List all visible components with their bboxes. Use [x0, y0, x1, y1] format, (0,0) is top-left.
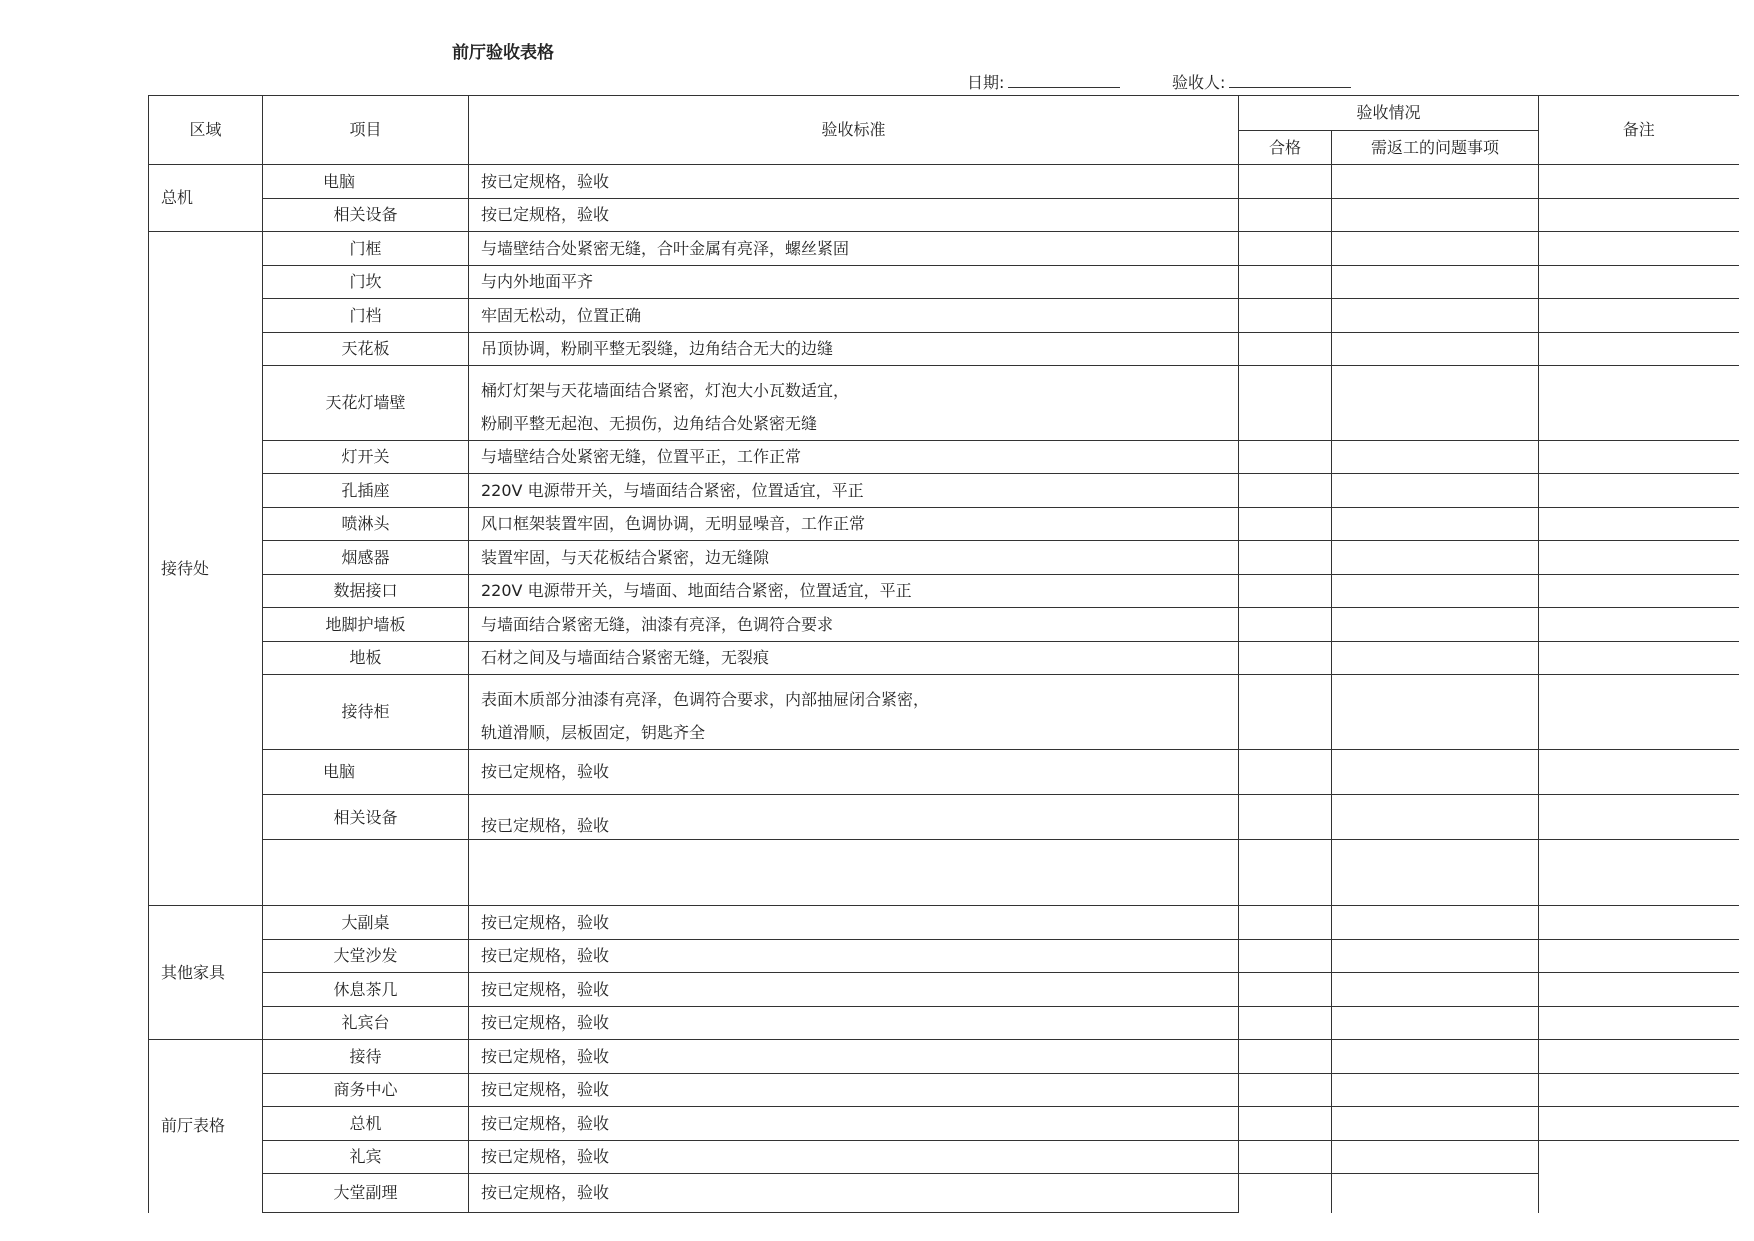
- remark-cell[interactable]: [1539, 1074, 1739, 1107]
- item-cell: 电脑: [263, 165, 469, 199]
- item-cell: 接待: [263, 1040, 469, 1074]
- table-row: [149, 1174, 1739, 1213]
- remark-cell[interactable]: [1539, 333, 1739, 366]
- item-cell: 大堂沙发: [263, 940, 469, 973]
- remark-cell[interactable]: [1539, 474, 1739, 508]
- standard-cell: 与墙壁结合处紧密无缝，合叶金属有亮泽，螺丝紧固: [469, 232, 1239, 266]
- remark-cell[interactable]: [1539, 165, 1739, 199]
- rework-cell[interactable]: [1332, 940, 1539, 973]
- item-cell: 总机: [263, 1107, 469, 1141]
- table-row: [149, 474, 1739, 508]
- item-cell: 商务中心: [263, 1074, 469, 1107]
- remark-cell[interactable]: [1539, 508, 1739, 541]
- rework-cell[interactable]: [1332, 541, 1539, 575]
- table-row: [149, 508, 1739, 541]
- remark-cell[interactable]: [1539, 1141, 1739, 1213]
- pass-cell[interactable]: [1239, 474, 1332, 508]
- rework-cell[interactable]: [1332, 642, 1539, 675]
- standard-cell: 与内外地面平齐: [469, 266, 1239, 299]
- remark-cell[interactable]: [1539, 232, 1739, 266]
- header-item: 项目: [263, 96, 469, 165]
- item-cell: 地板: [263, 642, 469, 675]
- pass-cell[interactable]: [1239, 266, 1332, 299]
- rework-cell[interactable]: [1332, 1074, 1539, 1107]
- acceptance-table: [148, 95, 1739, 1213]
- rework-cell[interactable]: [1332, 973, 1539, 1007]
- remark-cell[interactable]: [1539, 608, 1739, 642]
- item-cell: 休息茶几: [263, 973, 469, 1007]
- date-label: 日期:: [967, 73, 1005, 92]
- item-cell: 地脚护墙板: [263, 608, 469, 642]
- pass-cell[interactable]: [1239, 299, 1332, 333]
- standard-cell: 按已定规格，验收: [469, 1174, 1239, 1213]
- standard-cell: 按已定规格，验收: [469, 165, 1239, 199]
- rework-cell[interactable]: [1332, 795, 1539, 840]
- table-row: [149, 299, 1739, 333]
- item-cell: 数据接口: [263, 575, 469, 608]
- pass-cell[interactable]: [1239, 642, 1332, 675]
- standard-cell: 按已定规格，验收: [469, 1107, 1239, 1141]
- area-cell: 其他家具: [149, 906, 263, 1040]
- header-pass: 合格: [1239, 131, 1332, 165]
- rework-cell[interactable]: [1332, 608, 1539, 642]
- remark-cell[interactable]: [1539, 1007, 1739, 1040]
- pass-cell[interactable]: [1239, 441, 1332, 474]
- remark-cell[interactable]: [1539, 575, 1739, 608]
- pass-cell[interactable]: [1239, 165, 1332, 199]
- item-cell: 大副桌: [263, 906, 469, 940]
- standard-cell: 按已定规格，验收: [469, 973, 1239, 1007]
- pass-cell[interactable]: [1239, 366, 1332, 441]
- standard-cell: [469, 840, 1239, 906]
- standard-line-1: 桶灯灯架与天花墙面结合紧密，灯泡大小瓦数适宜，: [481, 381, 850, 400]
- rework-cell[interactable]: [1332, 575, 1539, 608]
- remark-cell[interactable]: [1539, 940, 1739, 973]
- table-row: [149, 642, 1739, 675]
- area-cell: 接待处: [149, 232, 263, 906]
- rework-cell[interactable]: [1332, 366, 1539, 441]
- standard-cell: 装置牢固，与天花板结合紧密，边无缝隙: [469, 541, 1239, 575]
- table-row: [149, 1007, 1739, 1040]
- remark-cell[interactable]: [1539, 266, 1739, 299]
- pass-cell[interactable]: [1239, 1141, 1332, 1174]
- remark-cell[interactable]: [1539, 642, 1739, 675]
- inspector-label: 验收人:: [1172, 73, 1226, 92]
- document-title: 前厅验收表格: [452, 43, 554, 63]
- remark-cell[interactable]: [1539, 675, 1739, 750]
- rework-cell[interactable]: [1332, 906, 1539, 940]
- rework-cell[interactable]: [1332, 441, 1539, 474]
- table-row: [149, 973, 1739, 1007]
- pass-cell[interactable]: [1239, 333, 1332, 366]
- rework-cell[interactable]: [1332, 333, 1539, 366]
- pass-cell[interactable]: [1239, 973, 1332, 1007]
- pass-cell[interactable]: [1239, 906, 1332, 940]
- rework-cell[interactable]: [1332, 266, 1539, 299]
- table-row: [149, 1040, 1739, 1074]
- pass-cell[interactable]: [1239, 750, 1332, 795]
- standard-cell: 吊顶协调，粉刷平整无裂缝，边角结合无大的边缝: [469, 333, 1239, 366]
- pass-cell[interactable]: [1239, 675, 1332, 750]
- pass-cell[interactable]: [1239, 1040, 1332, 1074]
- table-row: [149, 165, 1739, 199]
- pass-cell[interactable]: [1239, 541, 1332, 575]
- remark-cell[interactable]: [1539, 973, 1739, 1007]
- item-cell: 烟感器: [263, 541, 469, 575]
- rework-cell[interactable]: [1332, 840, 1539, 906]
- standard-cell: 按已定规格，验收: [469, 795, 1239, 840]
- area-cell: 前厅表格: [149, 1040, 263, 1213]
- rework-cell[interactable]: [1332, 299, 1539, 333]
- remark-cell[interactable]: [1539, 795, 1739, 840]
- pass-cell[interactable]: [1239, 608, 1332, 642]
- header-standard: 验收标准: [469, 96, 1239, 165]
- standard-cell: 按已定规格，验收: [469, 1007, 1239, 1040]
- pass-cell[interactable]: [1239, 575, 1332, 608]
- pass-cell[interactable]: [1239, 232, 1332, 266]
- table-row: [149, 906, 1739, 940]
- standard-cell: 220V 电源带开关，与墙面结合紧密，位置适宜，平正: [469, 474, 1239, 508]
- standard-cell: 按已定规格，验收: [469, 750, 1239, 795]
- rework-cell[interactable]: [1332, 165, 1539, 199]
- rework-cell[interactable]: [1332, 750, 1539, 795]
- standard-cell: 牢固无松动，位置正确: [469, 299, 1239, 333]
- item-cell: 天花板: [263, 333, 469, 366]
- item-cell: 孔插座: [263, 474, 469, 508]
- area-cell: 总机: [149, 165, 263, 232]
- standard-cell: 按已定规格，验收: [469, 940, 1239, 973]
- rework-cell[interactable]: [1332, 232, 1539, 266]
- pass-cell[interactable]: [1239, 1107, 1332, 1141]
- standard-line-2: 轨道滑顺，层板固定，钥匙齐全: [481, 723, 706, 742]
- table-row: [149, 795, 1739, 840]
- table-row: [149, 541, 1739, 575]
- rework-cell[interactable]: [1332, 1174, 1539, 1213]
- table-row: [149, 750, 1739, 795]
- table-row: [149, 840, 1739, 906]
- standard-cell: 风口框架装置牢固，色调协调，无明显噪音，工作正常: [469, 508, 1239, 541]
- table-row: [149, 333, 1739, 366]
- table-row: [149, 575, 1739, 608]
- table-row: [149, 441, 1739, 474]
- remark-cell[interactable]: [1539, 906, 1739, 940]
- table-row: [149, 1141, 1739, 1174]
- standard-cell: 按已定规格，验收: [469, 1040, 1239, 1074]
- rework-cell[interactable]: [1332, 1141, 1539, 1174]
- header-remark: 备注: [1539, 96, 1739, 165]
- item-cell: 灯开关: [263, 441, 469, 474]
- item-cell: 喷淋头: [263, 508, 469, 541]
- pass-cell[interactable]: [1239, 1174, 1332, 1213]
- standard-cell: [469, 675, 1239, 750]
- table-header-row: [149, 96, 1739, 131]
- table-row: [149, 608, 1739, 642]
- header-status: 验收情况: [1239, 96, 1539, 131]
- header-area: 区域: [149, 96, 263, 165]
- rework-cell[interactable]: [1332, 1040, 1539, 1074]
- header-rework: 需返工的问题事项: [1332, 131, 1539, 165]
- standard-line-2: 粉刷平整无起泡、无损伤，边角结合处紧密无缝: [481, 414, 818, 433]
- standard-cell: 按已定规格，验收: [469, 199, 1239, 232]
- table-row: [149, 266, 1739, 299]
- standard-cell: 按已定规格，验收: [469, 906, 1239, 940]
- remark-cell[interactable]: [1539, 541, 1739, 575]
- standard-cell: 按已定规格，验收: [469, 1141, 1239, 1174]
- inspector-blank-line[interactable]: [1229, 73, 1351, 88]
- item-cell: 天花灯墙壁: [263, 366, 469, 441]
- rework-cell[interactable]: [1332, 675, 1539, 750]
- remark-cell[interactable]: [1539, 1107, 1739, 1141]
- pass-cell[interactable]: [1239, 795, 1332, 840]
- standard-line-1: 表面木质部分油漆有亮泽，色调符合要求，内部抽屉闭合紧密，: [481, 690, 930, 709]
- pass-cell[interactable]: [1239, 840, 1332, 906]
- remark-cell[interactable]: [1539, 750, 1739, 795]
- rework-cell[interactable]: [1332, 199, 1539, 232]
- inspector-field[interactable]: [1172, 70, 1351, 93]
- standard-cell: [469, 366, 1239, 441]
- standard-cell: 按已定规格，验收: [469, 1074, 1239, 1107]
- standard-cell: 220V 电源带开关，与墙面、地面结合紧密，位置适宜，平正: [469, 575, 1239, 608]
- remark-cell[interactable]: [1539, 299, 1739, 333]
- table-row: [149, 232, 1739, 266]
- item-cell: 门框: [263, 232, 469, 266]
- item-cell: 大堂副理: [263, 1174, 469, 1213]
- date-field[interactable]: [967, 70, 1120, 93]
- standard-cell: 与墙壁结合处紧密无缝，位置平正，工作正常: [469, 441, 1239, 474]
- table-row: [149, 1074, 1739, 1107]
- table-row: [149, 940, 1739, 973]
- rework-cell[interactable]: [1332, 1007, 1539, 1040]
- pass-cell[interactable]: [1239, 1074, 1332, 1107]
- remark-cell[interactable]: [1539, 199, 1739, 232]
- table-row: [149, 199, 1739, 232]
- rework-cell[interactable]: [1332, 474, 1539, 508]
- remark-cell[interactable]: [1539, 1040, 1739, 1074]
- rework-cell[interactable]: [1332, 1107, 1539, 1141]
- pass-cell[interactable]: [1239, 508, 1332, 541]
- pass-cell[interactable]: [1239, 199, 1332, 232]
- table-row: [149, 1107, 1739, 1141]
- item-cell: 礼宾台: [263, 1007, 469, 1040]
- item-cell: 相关设备: [263, 795, 469, 840]
- pass-cell[interactable]: [1239, 940, 1332, 973]
- item-cell: 门档: [263, 299, 469, 333]
- item-cell: 门坎: [263, 266, 469, 299]
- pass-cell[interactable]: [1239, 1007, 1332, 1040]
- standard-cell: 石材之间及与墙面结合紧密无缝，无裂痕: [469, 642, 1239, 675]
- item-cell: 接待柜: [263, 675, 469, 750]
- item-cell: 电脑: [263, 750, 469, 795]
- remark-cell[interactable]: [1539, 840, 1739, 906]
- rework-cell[interactable]: [1332, 508, 1539, 541]
- item-cell: 相关设备: [263, 199, 469, 232]
- item-cell: [263, 840, 469, 906]
- item-cell: 礼宾: [263, 1141, 469, 1174]
- table-row: [149, 675, 1739, 750]
- remark-cell[interactable]: [1539, 441, 1739, 474]
- date-blank-line[interactable]: [1008, 73, 1120, 88]
- table-row: [149, 366, 1739, 441]
- standard-cell: 与墙面结合紧密无缝，油漆有亮泽，色调符合要求: [469, 608, 1239, 642]
- remark-cell[interactable]: [1539, 366, 1739, 441]
